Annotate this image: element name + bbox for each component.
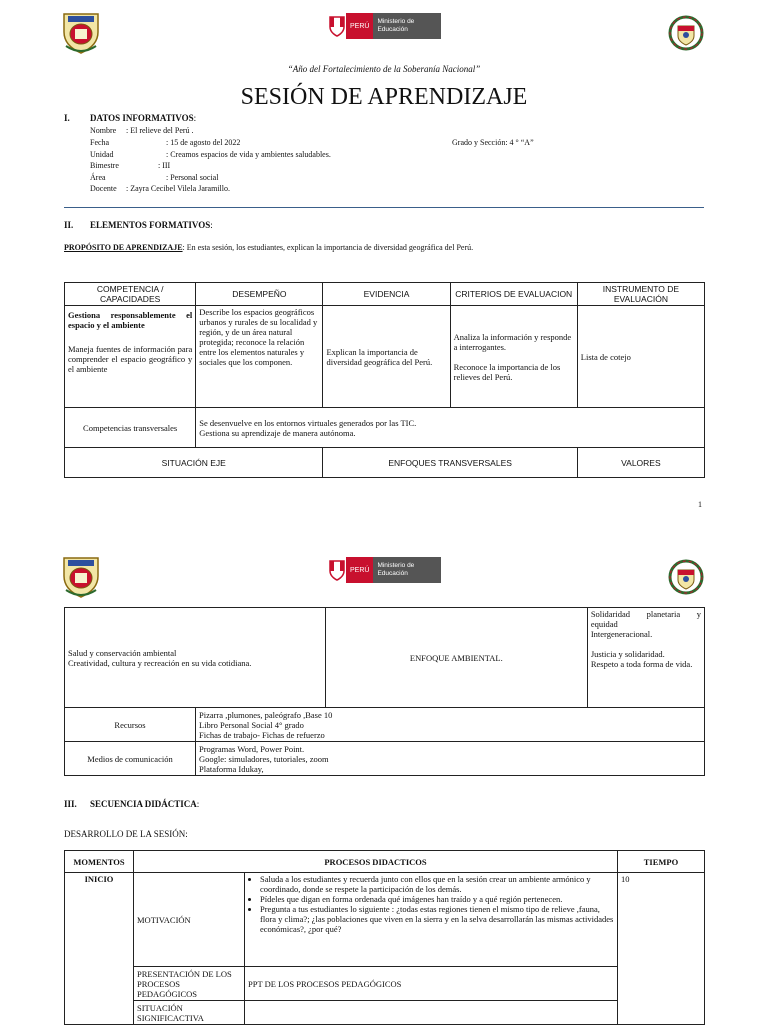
section-divider bbox=[64, 207, 704, 208]
header-evidencia: EVIDENCIA bbox=[323, 283, 450, 306]
secuencia-num: III. bbox=[64, 799, 77, 809]
minedu-peru-label: PERÚ bbox=[346, 13, 373, 39]
tiempo-cell: 10 bbox=[618, 873, 705, 1025]
motivacion-bullet-3: • Pregunta a tus estudiantes lo siguiente : ¿todas estas regiones tienen el mismo tipo de relieve ,fauna, flora y clima?; ¿las poblaciones que viven en la sierra y en la selva desarrollarán las mismas actividades económicas?, ¿por qué? bbox=[260, 904, 614, 934]
header-tiempo: TIEMPO bbox=[618, 851, 705, 873]
right-crest-icon-2 bbox=[668, 558, 704, 596]
right-crest-icon bbox=[668, 14, 704, 52]
situacion-cell bbox=[65, 608, 326, 708]
medios-2: Google: simuladores, tutoriales, zoom bbox=[199, 753, 329, 764]
datos-label-nombre: Nombre bbox=[90, 126, 117, 135]
medios-label: Medios de comunicación bbox=[65, 742, 196, 776]
datos-heading bbox=[90, 113, 196, 124]
header-momentos: MOMENTOS bbox=[65, 851, 134, 873]
valores-3: Justicia y solidaridad. bbox=[590, 649, 665, 659]
motivacion-label: MOTIVACIÓN bbox=[134, 873, 245, 967]
criterios-cell bbox=[450, 306, 577, 408]
header-procesos: PROCESOS DIDACTICOS bbox=[134, 851, 618, 873]
elementos-heading-colon: : bbox=[210, 220, 213, 230]
valores-2: Intergeneracional. bbox=[590, 629, 653, 639]
elementos-heading bbox=[90, 220, 213, 231]
medios-cell bbox=[196, 742, 705, 776]
situacion-content bbox=[245, 1001, 618, 1025]
footer-situacion: SITUACIÓN EJE bbox=[65, 448, 323, 478]
recursos-3: Fichas de trabajo- Fichas de refuerzo bbox=[199, 729, 325, 740]
medios-3: Plataforma Idukay, bbox=[199, 763, 264, 774]
datos-value-area: : Personal social bbox=[166, 173, 219, 182]
datos-label-fecha: Fecha bbox=[90, 138, 110, 147]
transversales-cell bbox=[196, 408, 705, 448]
situacion-2: Creatividad, cultura y recreación en su vida cotidiana. bbox=[68, 657, 252, 668]
motto: “Año del Fortalecimiento de la Soberanía Nacional” bbox=[287, 64, 481, 74]
datos-value-docente: : Zayra Cecibel Vilela Jaramillo. bbox=[126, 184, 230, 193]
school-crest-icon bbox=[60, 10, 102, 54]
header-criterios: CRITERIOS DE EVALUACION bbox=[450, 283, 577, 306]
header-desempeno: DESEMPEÑO bbox=[196, 283, 323, 306]
presentacion-content: PPT DE LOS PROCESOS PEDAGÓGICOS bbox=[245, 967, 618, 1001]
proposito bbox=[64, 243, 704, 253]
datos-num: I. bbox=[64, 113, 70, 123]
peru-shield-icon-2 bbox=[328, 559, 346, 581]
grado-seccion: Grado y Sección: 4 ° “A” bbox=[452, 138, 534, 147]
recursos-1: Pizarra ,plumones, paleógrafo ,Base 10 bbox=[199, 709, 333, 720]
motivacion-bullet-2: • Pídeles que digan en forma ordenada qué imágenes han traído y a qué región pertenecen. bbox=[260, 894, 614, 904]
instrumento-cell: Lista de cotejo bbox=[577, 306, 704, 408]
secuencia-heading-text: SECUENCIA DIDÁCTICA bbox=[90, 799, 197, 809]
presentacion-label: PRESENTACIÓN DE LOS PROCESOS PEDAGÓGICOS bbox=[134, 967, 245, 1001]
competencias-table bbox=[64, 282, 705, 478]
datos-value-bimestre: : III bbox=[158, 161, 171, 170]
valores-4: Respeto a toda forma de vida. bbox=[590, 659, 693, 669]
minedu-ministerio-label-2: Ministerio de Educación bbox=[373, 557, 441, 583]
proposito-label: PROPÓSITO DE APRENDIZAJE bbox=[64, 243, 183, 252]
motivacion-bullet-1: • Saluda a los estudiantes y recuerda junto con ellos que en la sesión crear un ambiente armónico y coordinado, donde se respete la participación de los demás. bbox=[260, 874, 614, 894]
desarrollo-heading: DESARROLLO DE LA SESIÓN: bbox=[64, 829, 188, 839]
proposito-text: : En esta sesión, los estudiantes, explican la importancia de diversidad geográfica del Perú. bbox=[182, 243, 474, 252]
criterio-1: Analiza la información y responde a interrogantes. bbox=[453, 331, 572, 352]
valores-1: Solidaridad planetaria y equidad bbox=[590, 609, 701, 629]
page-2 bbox=[0, 540, 768, 1024]
recursos-2: Libro Personal Social 4° grado bbox=[199, 719, 304, 730]
competencia-cell bbox=[65, 306, 196, 408]
minedu-peru-label-2: PERÚ bbox=[346, 557, 373, 583]
secuencia-table bbox=[64, 850, 705, 1025]
enfoques-table bbox=[64, 607, 705, 776]
capacidad-text: Maneja fuentes de información para comprender el espacio geográfico y el ambiente bbox=[68, 344, 193, 374]
header-competencia: COMPETENCIA / CAPACIDADES bbox=[65, 283, 196, 306]
medios-1: Programas Word, Power Point. bbox=[199, 743, 305, 754]
recursos-cell bbox=[196, 708, 705, 742]
elementos-num: II. bbox=[64, 220, 74, 230]
datos-heading-text: DATOS INFORMATIVOS bbox=[90, 113, 194, 123]
minedu-logo-2 bbox=[328, 557, 441, 583]
transversal-2: Gestiona su aprendizaje de manera autónoma. bbox=[199, 427, 356, 438]
peru-shield-icon bbox=[328, 15, 346, 37]
page-title: SESIÓN DE APRENDIZAJE bbox=[240, 84, 528, 110]
transversales-label: Competencias transversales bbox=[65, 408, 196, 448]
inicio-cell: INICIO bbox=[65, 873, 134, 1025]
situacion-label: SITUACIÓN SIGNIFICACTIVA bbox=[134, 1001, 245, 1025]
elementos-heading-text: ELEMENTOS FORMATIVOS bbox=[90, 220, 211, 230]
secuencia-heading-colon: : bbox=[196, 799, 200, 809]
competencia-text: Gestiona responsablemente el espacio y el ambiente bbox=[68, 310, 193, 330]
minedu-logo bbox=[328, 13, 441, 39]
criterio-2: Reconoce la importancia de los relieves del Perú. bbox=[453, 361, 561, 382]
page-number: 1 bbox=[698, 500, 702, 509]
footer-enfoques: ENFOQUES TRANSVERSALES bbox=[323, 448, 577, 478]
datos-label-unidad: Unidad bbox=[90, 150, 114, 159]
evidencia-cell: Explican la importancia de diversidad geográfica del Perú. bbox=[323, 306, 450, 408]
datos-label-docente: Docente bbox=[90, 184, 117, 193]
secuencia-heading bbox=[90, 799, 199, 810]
recursos-label: Recursos bbox=[65, 708, 196, 742]
datos-label-area: Área bbox=[90, 173, 106, 182]
valores-cell bbox=[587, 608, 704, 708]
transversal-1: Se desenvuelve en los entornos virtuales generados por las TIC. bbox=[199, 417, 417, 428]
enfoque-cell: ENFOQUE AMBIENTAL. bbox=[325, 608, 587, 708]
motivacion-list bbox=[248, 874, 614, 934]
datos-label-bimestre: Bimestre bbox=[90, 161, 119, 170]
footer-valores: VALORES bbox=[577, 448, 704, 478]
page-gap bbox=[0, 520, 768, 540]
minedu-ministerio-label: Ministerio de Educación bbox=[373, 13, 441, 39]
desempeno-cell: Describe los espacios geográficos urbanos y rurales de su localidad y región, y de un área natural protegida; reconoce la relación entre los elementos naturales y sociales que los componen. bbox=[196, 306, 323, 408]
school-crest-icon-2 bbox=[60, 554, 102, 598]
datos-value-fecha: : 15 de agosto del 2022 bbox=[166, 138, 241, 147]
datos-value-unidad: : Creamos espacios de vida y ambientes saludables. bbox=[166, 150, 331, 159]
datos-value-nombre: : El relieve del Perú . bbox=[126, 126, 194, 135]
header-instrumento: INSTRUMENTO DE EVALUACIÓN bbox=[577, 283, 704, 306]
datos-heading-colon: : bbox=[193, 113, 197, 123]
situacion-1: Salud y conservación ambiental bbox=[68, 647, 177, 658]
motivacion-content bbox=[245, 873, 618, 967]
